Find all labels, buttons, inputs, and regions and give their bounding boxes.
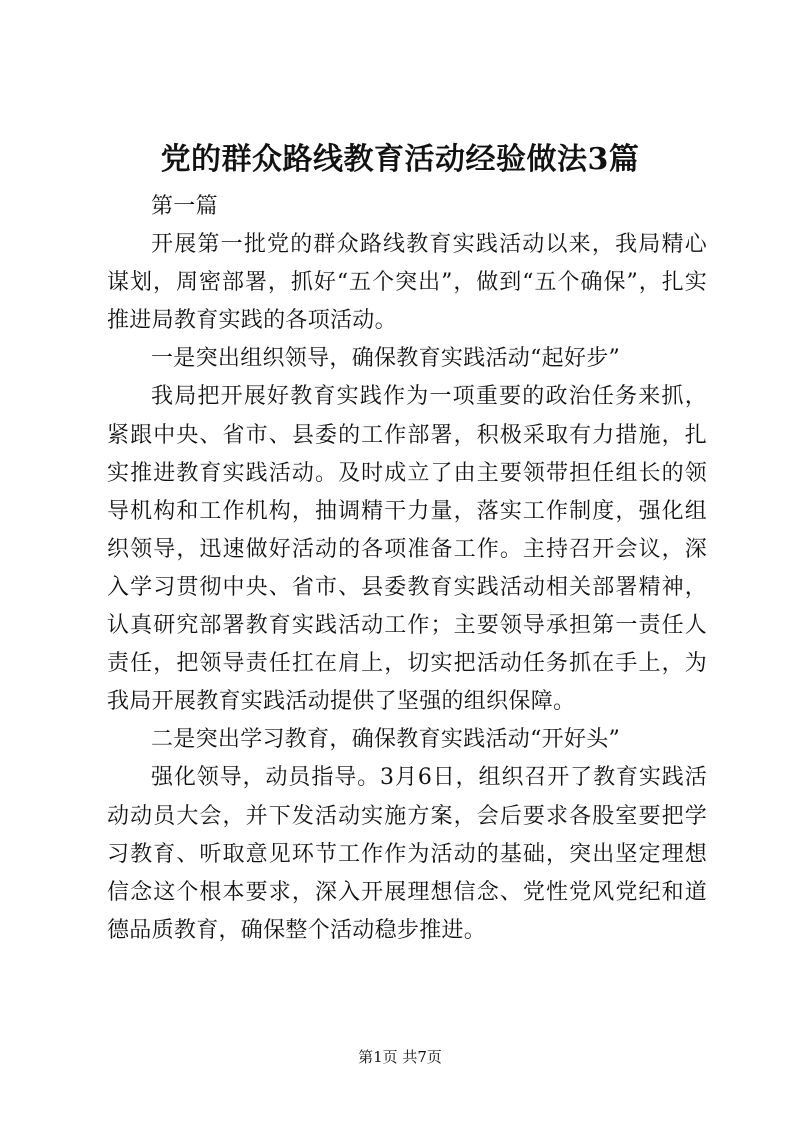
paragraph: 开展第一批党的群众路线教育实践活动以来，我局精心谋划，周密部署，抓好“五个突出”，做到“五个确保”，扎实推进局教育实践的各项活动。 — [107, 232, 707, 334]
paragraph: 我局把开展好教育实践作为一项重要的政治任务来抓，紧跟中央、省市、县委的工作部署，积极采取有力措施，扎实推进教育实践活动。及时成立了由主要领带担任组长的领导机构和工作机构，抽调精干力量，落实工作制度，强化组织领导，迅速做好活动的各项准备工作。主持召开会议，深入学习贯彻中央、省市、县委教育实践活动相关部署精神，认真研究部署教育实践活动工作；主要领导承担第一责任人责任，把领导责任扛在肩上，切实把活动任务抓在手上，为我局开展教育实践活动提供了坚强的组织保障。 — [107, 384, 707, 715]
section-heading: 第一篇 — [151, 194, 218, 219]
subheading: 二是突出学习教育，确保教育实践活动“开好头” — [151, 727, 621, 753]
document-title: 党的群众路线教育活动经验做法3篇 — [160, 142, 640, 177]
subheading: 一是突出组织领导，确保教育实践活动“起好步” — [151, 346, 621, 372]
document-body — [107, 188, 707, 950]
page-footer: 第1页 共7页 — [358, 1048, 442, 1066]
paragraph: 强化领导，动员指导。3月6日，组织召开了教育实践活动动员大会，并下发活动实施方案，会后要求各股室要把学习教育、听取意见环节工作作为活动的基础，突出坚定理想信念这个根本要求，深入开展理想信念、党性党风党纪和道德品质教育，确保整个活动稳步推进。 — [107, 765, 707, 943]
